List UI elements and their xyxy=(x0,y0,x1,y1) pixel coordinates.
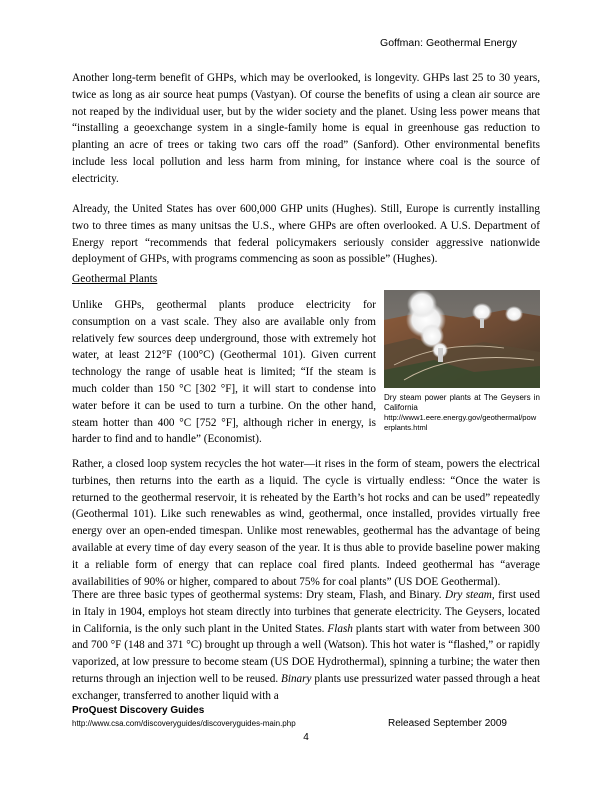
footer-url: http://www.csa.com/discoveryguides/discoveryguides-main.php xyxy=(72,719,296,728)
figure-caption: Dry steam power plants at The Geysers in California xyxy=(384,393,540,412)
running-header: Goffman: Geothermal Energy xyxy=(380,37,517,49)
text-run: first used in Italy in 1904, employs hot steam directly into turbines that generate electricity. The Geysers, located in California, is the only such plant in the United States. xyxy=(72,589,541,635)
term-flash: Flash xyxy=(327,622,353,635)
term-dry-steam: Dry steam, xyxy=(445,589,495,601)
term-binary: Binary xyxy=(281,672,312,685)
footer-release-date: Released September 2009 xyxy=(388,718,507,729)
text-run: plants start with water from between 300 and 700 °F (148 and 371 °C) brought up through a well (Watson). This hot water is “flashed,” or rapidly vaporized, at low pressure to become steam (US DOE Hydrothermal), spinning a turbine; the water then returns through an injection well to be reused. xyxy=(72,622,540,685)
text-run: There are three basic types of geothermal systems: Dry steam, Flash, and Binary. xyxy=(72,589,445,601)
paragraph-us-adoption: Already, the United States has over 600,000 GHP units (Hughes). Still, Europe is currently installing two to three times as many unitsas the U.S., where GHPs are often overlooked. A U.S. Department of Energy report “recommends that federal policymakers seriously consider aggressive nationwide deployment of GHPs, with programs commencing as soon as possible” (Hughes). xyxy=(72,203,540,266)
page-number: 4 xyxy=(303,732,309,743)
paragraph-closed-loop: Rather, a closed loop system recycles the hot water—it rises in the form of steam, powers the electrical turbines, then returns into the earth as a liquid. The cycle is virtually endless: “Once the water is returned to the geothermal reservoir, it is reheated by the Earth’s hot rocks and can be used” repeatedly (Geothermal 101). Like such renewables as wind, geothermal, once installed, provides virtually free energy over an open-ended timespan. Unlike most renewables, geothermal has the advantage of being available at every time of day every season of the year. It is thus able to provide baseline power making it a reliable form of energy that can replace coal fired plants. Indeed geothermal has “average availabilities of 90% or higher, compared to about 75% for coal plants” (US DOE Geothermal). xyxy=(72,458,540,588)
figure-source-url: http://www1.eere.energy.gov/geothermal/powerplants.html xyxy=(384,413,537,432)
section-heading-geothermal-plants: Geothermal Plants xyxy=(72,273,158,285)
text-run: plants use pressurized water passed through a heat exchanger, transferred to another liquid with a xyxy=(72,672,541,702)
paragraph-geothermal-plants: Unlike GHPs, geothermal plants produce electricity for consumption on a vast scale. They also are available only from relatively few sources deep underground, those with extremely hot water, at least 212°F (100°C) (Geothermal 101). Given current technology the range of usable heat is limited; “If the steam is much colder than 150 °C [302 °F], it will start to condense into water before it can be used to turn a turbine. On the other hand, steam hotter than 400 °C [752 °F], although richer in energy, is harder to find and to handle” (Economist). xyxy=(72,299,376,446)
paragraph-system-types xyxy=(72,587,540,705)
footer-brand: ProQuest Discovery Guides xyxy=(72,705,205,716)
figure-geysers xyxy=(384,290,540,433)
geysers-steam-photo xyxy=(384,290,540,388)
paragraph-longevity: Another long-term benefit of GHPs, which may be overlooked, is longevity. GHPs last 25 to 30 years, twice as long as air source heat pumps (Vastyan). Of course the benefits of using a clean air source are not reaped by the individual user, but by the wider society and the planet. Using less power means that “installing a geoexchange system in a single-family home is equal in greenhouse gas reduction to planting an acre of trees or taking two cars off the road” (Sanford). Other environmental benefits include less local pollution and less harm from mining, for instance where coal is the source of electricity. xyxy=(72,72,540,185)
